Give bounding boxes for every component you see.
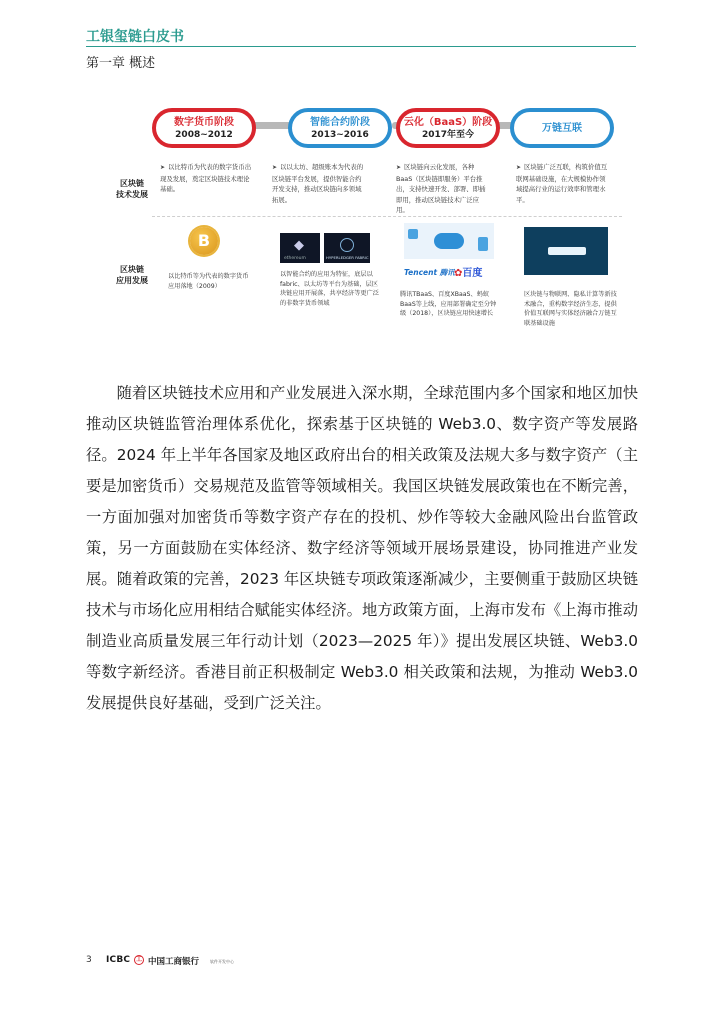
bank-name: 中国工商银行	[148, 957, 200, 967]
chapter-heading: 第一章 概述	[86, 56, 156, 71]
network-hub-icon	[548, 247, 586, 255]
hyperledger-logo-image	[324, 233, 370, 263]
device-icon	[478, 237, 488, 251]
row-label-line: 技术发展	[116, 190, 148, 199]
app-desc-stage-3: 腾讯TBaaS、百度XBaaS、蚂蚁BaaS等上线，应用部署确定至分钟级（2018），区块链应用快速增长	[400, 291, 497, 317]
hyperledger-label: HYPERLEDGER FABRIC	[326, 255, 369, 260]
body-text	[86, 378, 638, 719]
arrow-bullet-icon: ➤	[272, 164, 278, 171]
icbc-logo-icon: 工	[135, 956, 142, 963]
bitcoin-icon: B	[190, 227, 218, 255]
stage-pill-baas	[396, 108, 500, 148]
stage-name: 智能合约阶段	[310, 117, 370, 128]
blockchain-stages-figure	[116, 106, 626, 338]
icbc-wordmark: ICBC	[106, 955, 131, 965]
app-desc-stage-1: 以比特币等为代表的数字货币应用落地（2009）	[168, 273, 249, 290]
ethereum-icon: ◆	[294, 238, 304, 253]
tech-desc-stage-2	[272, 162, 364, 205]
stage-name: 万链互联	[542, 123, 582, 134]
arrow-bullet-icon: ➤	[396, 164, 402, 171]
page-number: 3	[86, 955, 92, 965]
stage-pill-smart-contract	[288, 108, 392, 148]
row-label-line: 应用发展	[116, 276, 148, 285]
tech-desc-stage-4	[516, 162, 608, 205]
row-divider	[152, 216, 622, 217]
tech-desc-text: 区块链广泛互联，构筑价值互联网基础设施，在大规模协作领域提高行业的运行效率和管理水平。	[516, 163, 608, 204]
row-label-line: 区块链	[120, 179, 144, 188]
stage-years: 2017年至今	[421, 130, 475, 140]
arrow-bullet-icon: ➤	[516, 164, 522, 171]
tech-desc-text: 区块链向云化发展，各种BaaS（区块链即服务）平台推出，支持快速开发、部署、即插即用，推动区块链技术广泛应用。	[396, 163, 486, 214]
baidu-logo	[454, 264, 482, 279]
row-label-tech	[104, 178, 160, 200]
ethereum-label: ethereum	[284, 256, 306, 261]
stage-name: 数字货币阶段	[174, 117, 234, 128]
tech-desc-text: 以以太坊、超级账本为代表的区块链平台发展，提供智能合约开发支持，推动区块链向多领域拓展。	[272, 163, 364, 204]
cloud-icon	[434, 233, 464, 249]
stage-pill-chain-interconnect	[510, 108, 614, 148]
baidu-paw-icon: ✿	[454, 268, 463, 279]
body-paragraph: 随着区块链技术应用和产业发展进入深水期，全球范围内多个国家和地区加快推动区块链监管治理体系优化，探索基于区块链的 Web3.0、数字资产等发展路径。2024 年上半年各国家及地区政府出台的相关政策及法规大多与数字资产（主要是加密货币）交易规范及监管等领域相关。我国区块链发展政策也在不断完善，一方面加强对加密货币等数字资产存在的投机、炒作等较大金融风险出台监管政策，另一方面鼓励在实体经济、数字经济等领域开展场景建设，协同推进产业发展。随着政策的完善，2023 年区块链专项政策逐渐减少，主要侧重于鼓励区块链技术与市场化应用相结合赋能实体经济。地方政策方面，上海市发布《上海市推动制造业高质量发展三年行动计划（2023—2025 年）》提出发展区块链、Web3.0 等数字新经济。香港目前正积极制定 Web3.0 相关政策和法规，为推动 Web3.0 发展提供良好基础，受到广泛关注。	[86, 384, 638, 712]
stage-years: 2008~2012	[175, 130, 233, 140]
stage-years: 2013~2016	[311, 130, 369, 140]
blockchain-network-image	[524, 227, 608, 275]
department-name: 软件开发中心	[210, 959, 234, 964]
app-desc-stage-2: 以智能合约的应用为特征，底层以fabric、以太坊等平台为基础，层区块链应用开展落，共享经济等更广泛的非数字货币领域	[280, 271, 379, 307]
cloud-service-diagram	[404, 223, 494, 259]
stage-pill-digital-currency	[152, 108, 256, 148]
device-icon	[408, 229, 418, 239]
page-footer	[86, 954, 346, 970]
tech-desc-text: 以比特币为代表的数字货币出现及发展，奠定区块链技术理论基础。	[160, 163, 252, 193]
tech-desc-stage-3	[396, 162, 488, 216]
tencent-logo: Tencent 腾讯	[404, 268, 455, 277]
baidu-label: 百度	[462, 268, 483, 279]
tech-desc-stage-1	[160, 162, 252, 195]
stage-name: 云化（BaaS）阶段	[403, 117, 493, 128]
document-title: 工银玺链白皮书	[86, 29, 184, 45]
hyperledger-icon	[340, 238, 354, 252]
app-desc-stage-4: 区块链与物联网、隐私计算等新技术融合，重构数字经济生态，提供价值互联网与实体经济融合万链互联基础设施	[524, 291, 617, 327]
row-label-app	[104, 264, 160, 286]
arrow-bullet-icon: ➤	[160, 164, 166, 171]
row-label-line: 区块链	[120, 265, 144, 274]
header-rule	[86, 46, 636, 47]
ethereum-logo-image	[280, 233, 320, 263]
